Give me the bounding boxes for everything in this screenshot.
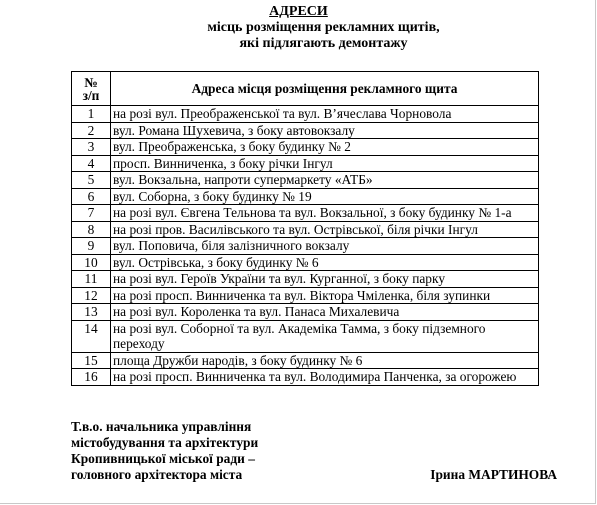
row-address: на розі просп. Винниченка та вул. Володимира Панченка, за огорожею	[111, 369, 539, 386]
signature-block	[71, 419, 557, 483]
row-address: вул. Соборна, з боку будинку № 19	[111, 188, 539, 205]
document-title: АДРЕСИ	[269, 4, 328, 19]
row-number: 7	[72, 205, 111, 222]
addresses-table-body	[72, 106, 539, 386]
signature-position-line-2: містобудування та архітектури	[71, 435, 259, 450]
row-address: на розі пров. Василівського та вул. Острівської, біля річки Інгул	[111, 221, 539, 238]
table-row	[72, 155, 539, 172]
table-header-row	[72, 72, 539, 106]
row-number: 8	[72, 221, 111, 238]
row-number: 13	[72, 304, 111, 321]
row-number: 6	[72, 188, 111, 205]
row-number: 1	[72, 106, 111, 123]
row-address: на розі вул. Короленка та вул. Панаса Михалевича	[111, 304, 539, 321]
column-header-address: Адреса місця розміщення рекламного щита	[111, 72, 539, 106]
row-address: вул. Преображенська, з боку будинку № 2	[111, 139, 539, 156]
column-header-number-abbr: з/п	[82, 87, 100, 103]
addresses-table	[71, 71, 539, 386]
signature-position-line-3: Кропивницької міської ради –	[71, 451, 255, 466]
row-number: 3	[72, 139, 111, 156]
table-row	[72, 254, 539, 271]
table-row	[72, 122, 539, 139]
document-subtitle-line-1: місць розміщення рекламних щитів,	[207, 20, 440, 35]
row-address: вул. Острівська, з боку будинку № 6	[111, 254, 539, 271]
row-address: на розі вул. Героїв України та вул. Курганної, з боку парку	[111, 271, 539, 288]
row-number: 14	[72, 320, 111, 352]
row-number: 15	[72, 352, 111, 369]
row-number: 9	[72, 238, 111, 255]
row-address: на розі вул. Преображенської та вул. В’ячеслава Чорновола	[111, 106, 539, 123]
table-row	[72, 320, 539, 352]
row-address: вул. Вокзальна, напроти супермаркету «АТБ»	[111, 172, 539, 189]
row-address: просп. Винниченка, з боку річки Інгул	[111, 155, 539, 172]
table-row	[72, 172, 539, 189]
row-address: на розі вул. Соборної та вул. Академіка Тамма, з боку підземного переходу	[111, 320, 539, 352]
table-row	[72, 106, 539, 123]
row-number: 5	[72, 172, 111, 189]
signature-position-line-1: Т.в.о. начальника управління	[71, 419, 252, 434]
row-address: на розі просп. Винниченка та вул. Віктора Чміленка, біля зупинки	[111, 287, 539, 304]
document-header	[0, 4, 597, 52]
table-row	[72, 304, 539, 321]
signatory-name: Ірина МАРТИНОВА	[430, 467, 557, 482]
row-address: площа Дружби народів, з боку будинку № 6	[111, 352, 539, 369]
row-address: вул. Романа Шухевича, з боку автовокзалу	[111, 122, 539, 139]
row-address: на розі вул. Євгена Тельнова та вул. Вокзальної, з боку будинку № 1-а	[111, 205, 539, 222]
table-row	[72, 238, 539, 255]
signature-position-line-4: головного архітектора міста	[71, 467, 243, 482]
row-number: 10	[72, 254, 111, 271]
row-number: 4	[72, 155, 111, 172]
column-header-number	[72, 72, 111, 106]
table-row	[72, 271, 539, 288]
table-row	[72, 221, 539, 238]
table-row	[72, 369, 539, 386]
table-row	[72, 139, 539, 156]
row-number: 2	[72, 122, 111, 139]
row-address: вул. Поповича, біля залізничного вокзалу	[111, 238, 539, 255]
row-number: 11	[72, 271, 111, 288]
document-subtitle-line-2: які підлягають демонтажу	[239, 36, 408, 51]
row-number: 16	[72, 369, 111, 386]
table-row	[72, 287, 539, 304]
table-row	[72, 188, 539, 205]
table-row	[72, 352, 539, 369]
row-number: 12	[72, 287, 111, 304]
table-row	[72, 205, 539, 222]
column-header-number-sign: №	[84, 74, 98, 90]
